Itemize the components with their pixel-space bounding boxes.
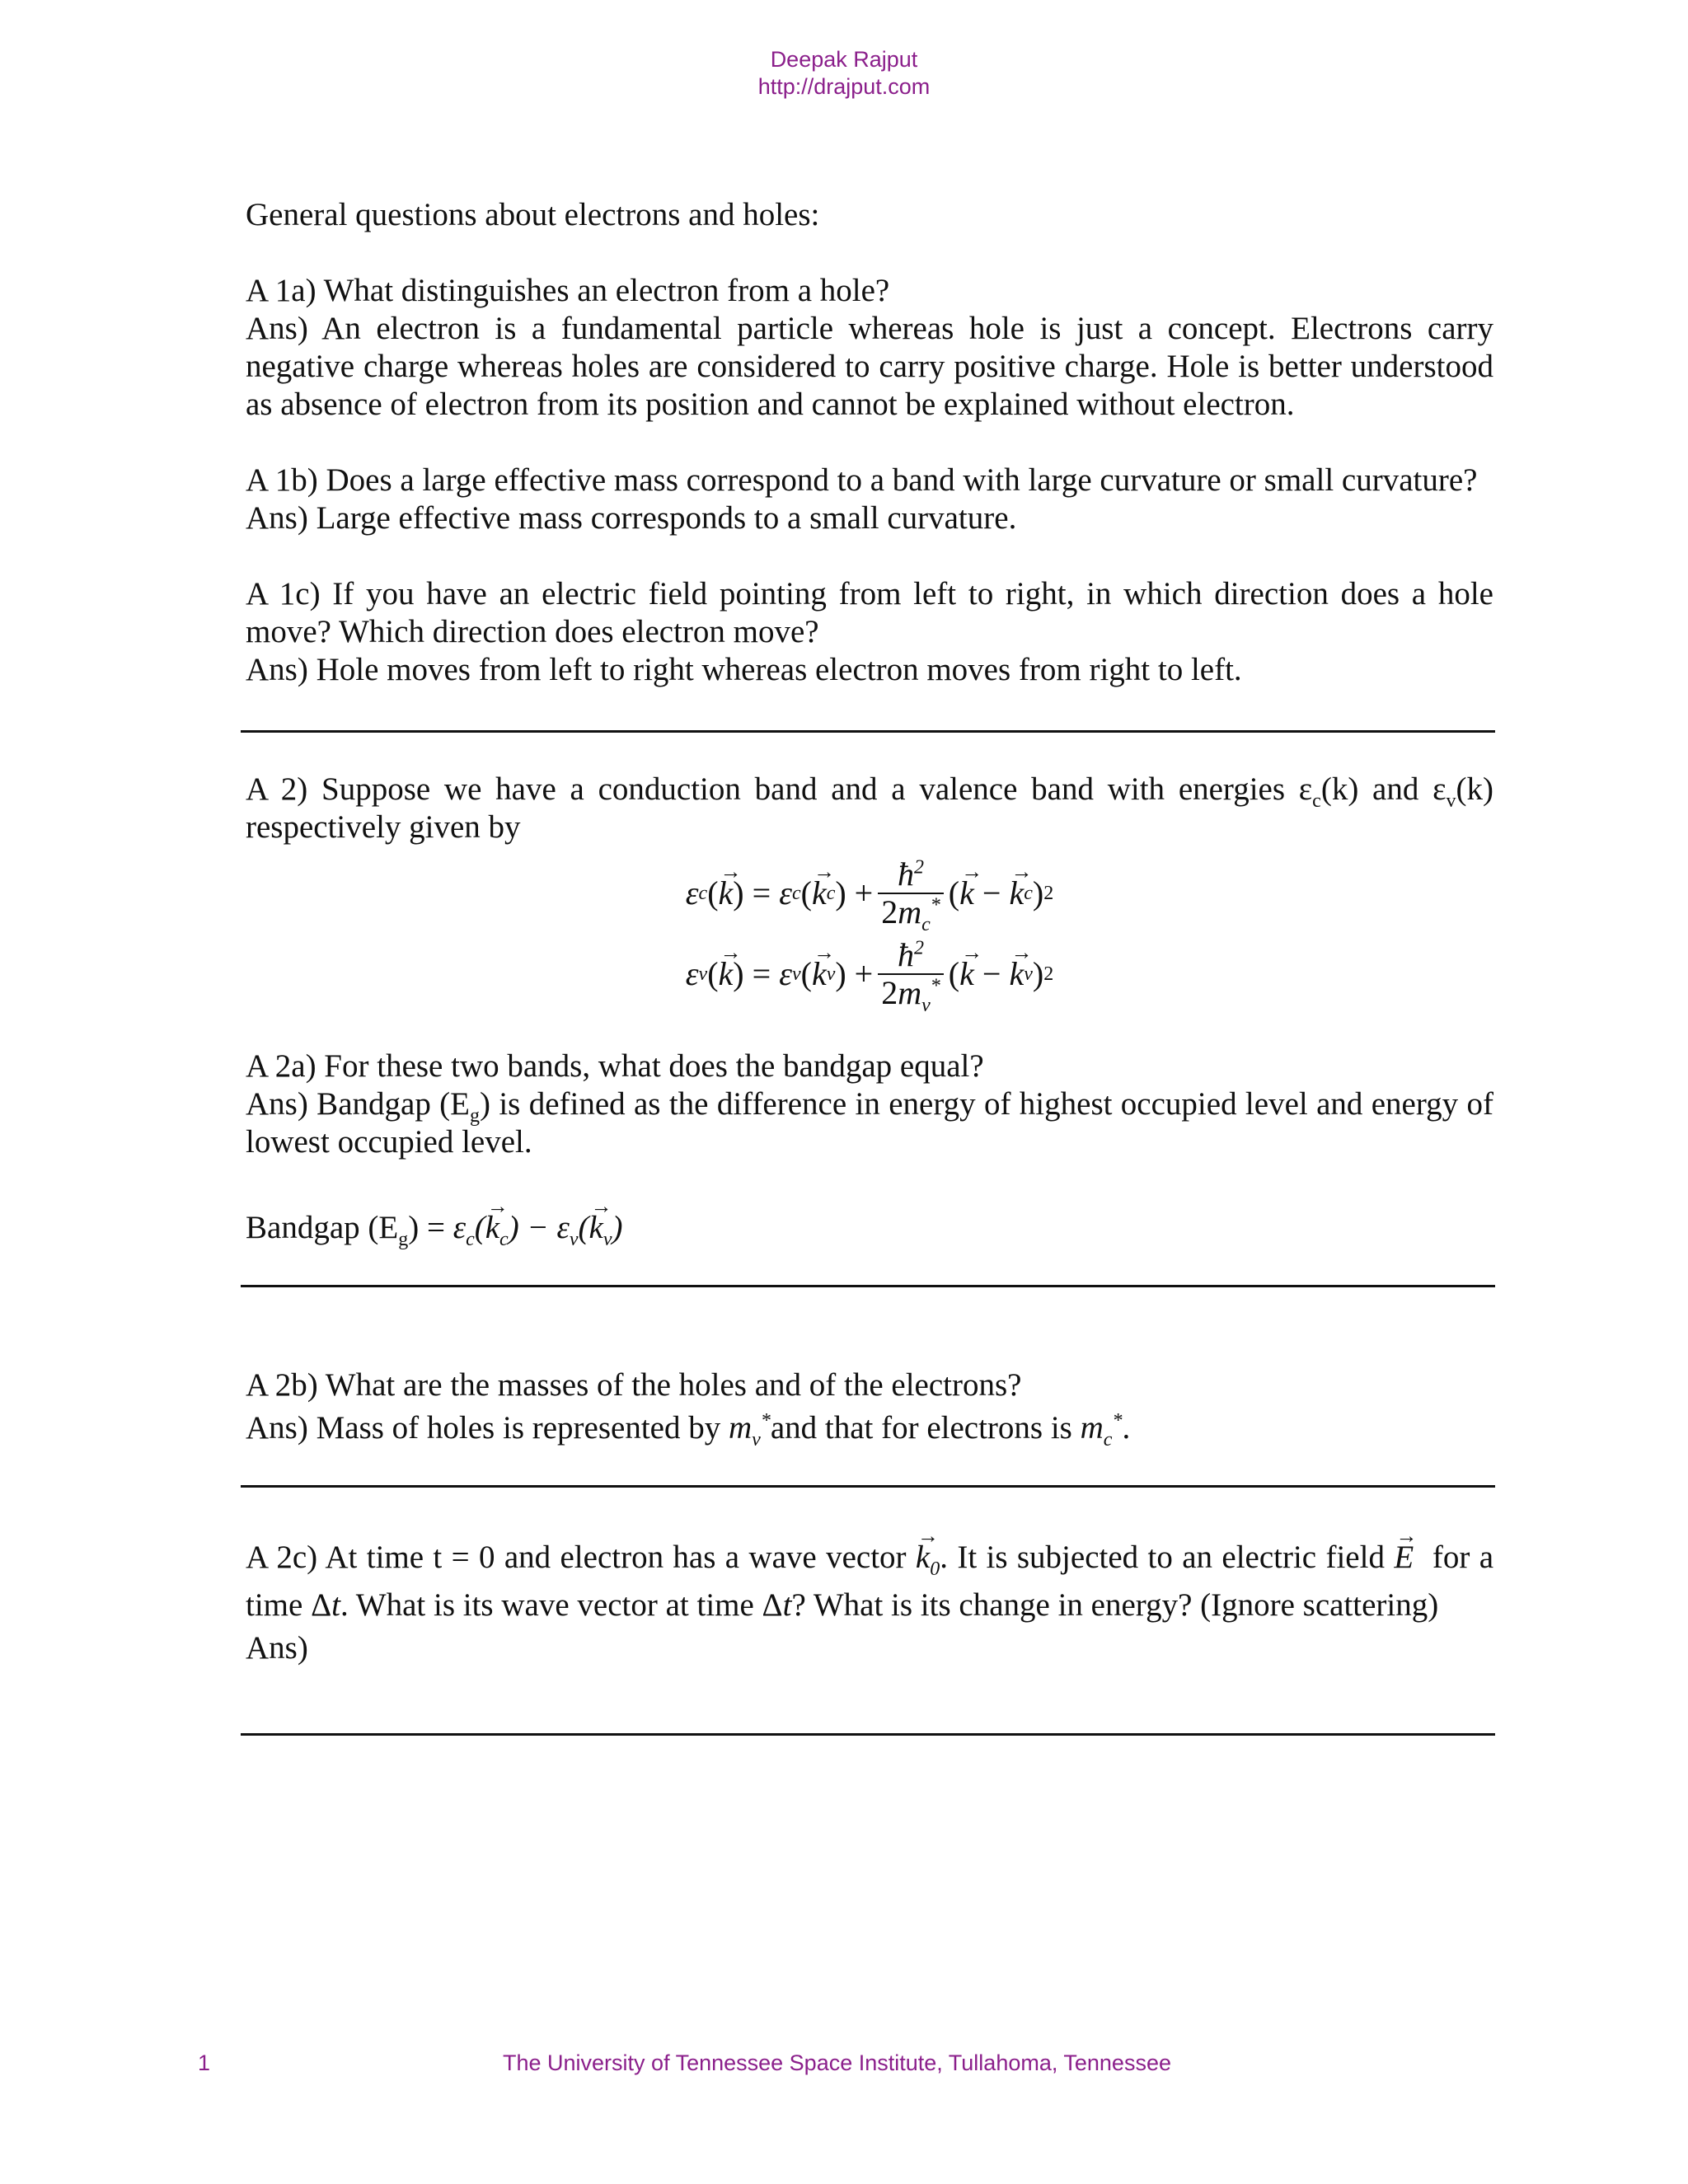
answer-1a: Ans) An electron is a fundamental particle whereas hole is just a concept. Electrons carry negative charge whereas holes are considered to carry positive charge. Hole is better understood as absence of electron from its position and cannot be explained without electron. bbox=[246, 311, 1493, 422]
valence-band-equation: ε v ( → k ) = ε v ( → k v ) + $\frac{ħ^2}{2m_v^*}$ ( → k − → k v ) 2 bbox=[686, 937, 1053, 1011]
question-1b: A 1b) Does a large effective mass correspond to a band with large curvature or small curvature? bbox=[246, 462, 1478, 498]
conduction-band-equation: ε c ( → k ) = ε c ( → k c ) + $\frac{ħ^2}{2m_c^*}$ ( → k − → k c ) 2 bbox=[686, 856, 1053, 930]
answer-1b: Ans) Large effective mass corresponds to a small curvature. bbox=[246, 500, 1017, 536]
answer-2c: Ans) bbox=[246, 1630, 308, 1666]
footer-institution: The University of Tennessee Space Institute, Tullahoma, Tennessee bbox=[503, 2050, 1171, 2075]
author-name: Deepak Rajput bbox=[770, 47, 918, 72]
question-1c: A 1c) If you have an electric field pointing from left to right, in which direction does a hole move? Which direction does electron move? bbox=[246, 576, 1493, 649]
divider-4 bbox=[241, 1733, 1495, 1736]
answer-1c: Ans) Hole moves from left to right whereas electron moves from right to left. bbox=[246, 652, 1242, 687]
question-2c: A 2c) At time t = 0 and electron has a wave vector → $k_0$. It is subjected to an electric field → E for a time Δt. What is its wave vector at time Δt? What is its change in energy? (Ignore scattering) bbox=[246, 1534, 1493, 1629]
answer-2a: Ans) Bandgap $(E_g)$ is defined as the difference in energy of highest occupied level and energy of lowest occupied level. bbox=[246, 1086, 1493, 1160]
band-equations bbox=[246, 853, 1493, 1015]
bandgap-equation: Bandgap $(E_g) = \varepsilon_c(\to k_c) - \varepsilon_v(\to k_v)$ bbox=[246, 1209, 1493, 1247]
page-number: 1 bbox=[198, 2050, 211, 2075]
question-1a: A 1a) What distinguishes an electron from a hole? bbox=[246, 273, 890, 308]
question-2a: A 2a) For these two bands, what does the bandgap equal? bbox=[246, 1048, 984, 1084]
author-url: http://drajput.com bbox=[757, 74, 931, 99]
question-2: A 2) Suppose we have a conduction band and a valence band with energies $\varepsilon_c(k)$ and $\varepsilon_v(k)$ respectively given by bbox=[246, 771, 1493, 845]
question-2b: A 2b) What are the masses of the holes and of the electrons? bbox=[246, 1367, 1022, 1403]
answer-2b: Ans) Mass of holes is represented by $m_v^*and$ that for electrons is $m_c^*$. bbox=[246, 1410, 1131, 1451]
document-body bbox=[246, 196, 1493, 1736]
page-header bbox=[0, 46, 1688, 101]
section-title: General questions about electrons and holes: bbox=[246, 197, 820, 232]
